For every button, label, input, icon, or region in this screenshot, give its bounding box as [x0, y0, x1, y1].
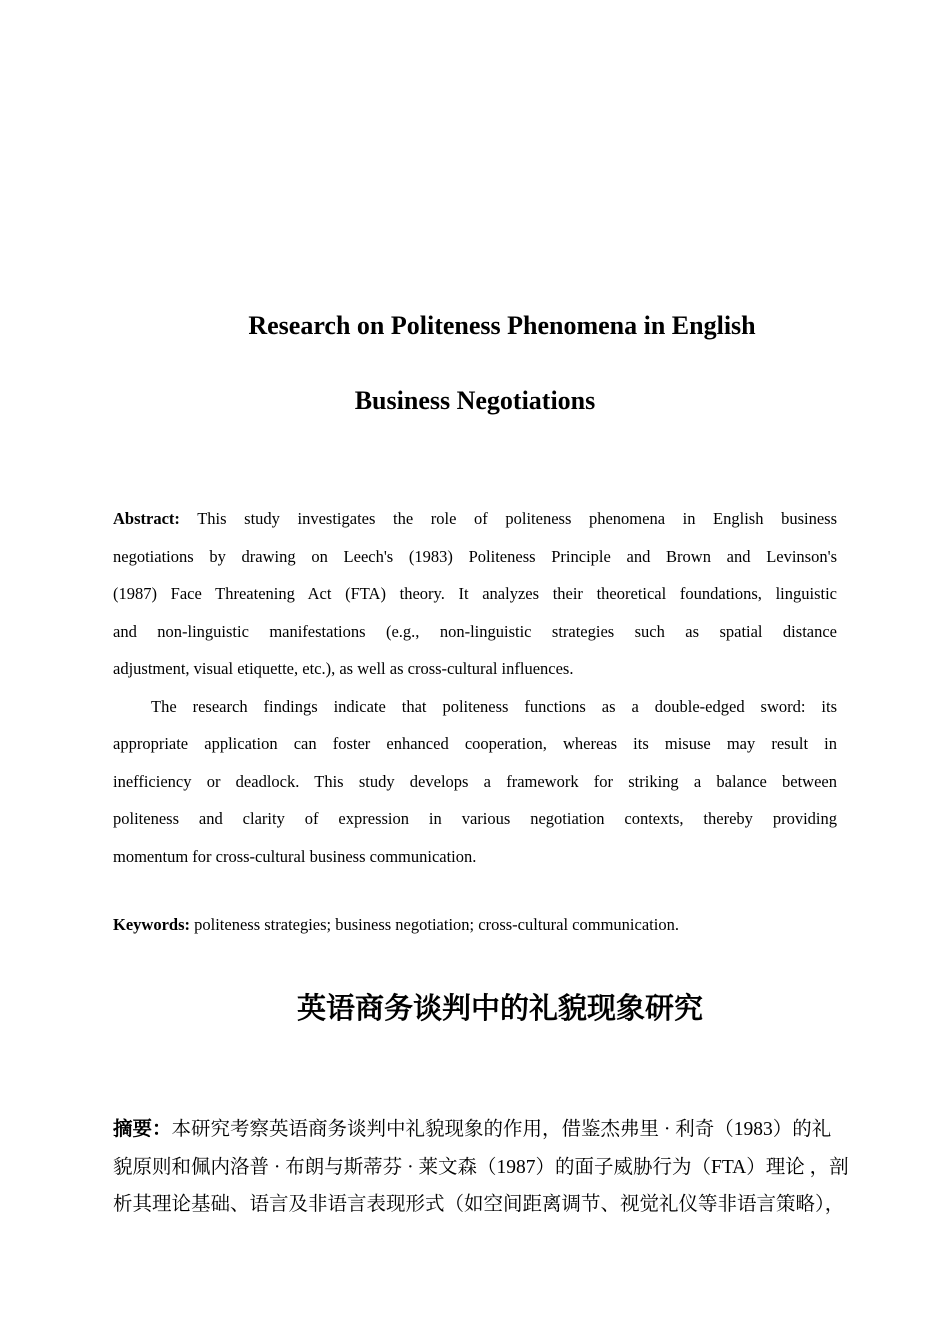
abstract-en-text-line: The research findings indicate that politeness functions as a double-edged sword: its	[151, 696, 837, 716]
abstract-en-paragraph-1	[113, 538, 837, 688]
abstract-en-first-line-text: This study investigates the role of politeness phenomena in English business	[179, 509, 837, 528]
abstract-en-text-line: (1987) Face Threatening Act (FTA) theory. It analyzes their theoretical foundations, linguistic	[113, 584, 837, 603]
abstract-en-text-line: politeness and clarity of expression in various negotiation contexts, thereby providing	[113, 809, 837, 828]
keywords-text: politeness strategies; business negotiation; cross-cultural communication.	[190, 915, 679, 934]
abstract-cn-text-line: 貌原则和佩内洛普 · 布朗与斯蒂芬 · 莱文森（1987）的面子威胁行为（FTA）理论 ，剖	[113, 1156, 849, 1178]
abstract-cn-label: 摘要：	[113, 1119, 172, 1140]
keywords-line	[113, 906, 837, 944]
abstract-label: Abstract:	[113, 509, 180, 528]
abstract-cn-first-line-text: 本研究考察英语商务谈判中礼貌现象的作用，借鉴杰弗里 · 利奇（1983）的礼	[171, 1119, 832, 1140]
abstract-cn-section	[113, 1111, 849, 1224]
abstract-cn-text-line: 析其理论基础、语言及非语言表现形式（如空间距离调节、视觉礼仪等非语言策略），	[113, 1194, 845, 1215]
paper-title-cn: 英语商务谈判中的礼貌现象研究	[296, 993, 703, 1025]
keywords-label: Keywords:	[113, 915, 190, 934]
paper-title-en	[113, 288, 837, 438]
abstract-en-text-line: inefficiency or deadlock. This study develops a framework for striking a balance between	[113, 771, 837, 791]
abstract-en-paragraph-2	[113, 688, 837, 876]
abstract-en-text-line: adjustment, visual etiquette, etc.), as well as cross-cultural influences.	[113, 659, 574, 678]
abstract-en-text-line: appropriate application can foster enhanced cooperation, whereas its misuse may result in	[113, 734, 837, 753]
abstract-cn-first-line	[113, 1111, 837, 1149]
paper-title-en-line2: Business Negotiations	[354, 386, 596, 415]
abstract-en-text-line: and non-linguistic manifestations (e.g., non-linguistic strategies such as spatial distance	[113, 621, 837, 641]
abstract-en-section	[113, 500, 837, 875]
paper-title-en-line1: Research on Politeness Phenomena in English	[248, 311, 756, 340]
abstract-en-text-line: momentum for cross-cultural business communication.	[113, 846, 477, 866]
abstract-en-text-line: negotiations by drawing on Leech's (1983) Politeness Principle and Brown and Levinson's	[113, 546, 837, 566]
abstract-cn-paragraph	[113, 1149, 849, 1224]
abstract-en-first-line	[113, 500, 837, 538]
